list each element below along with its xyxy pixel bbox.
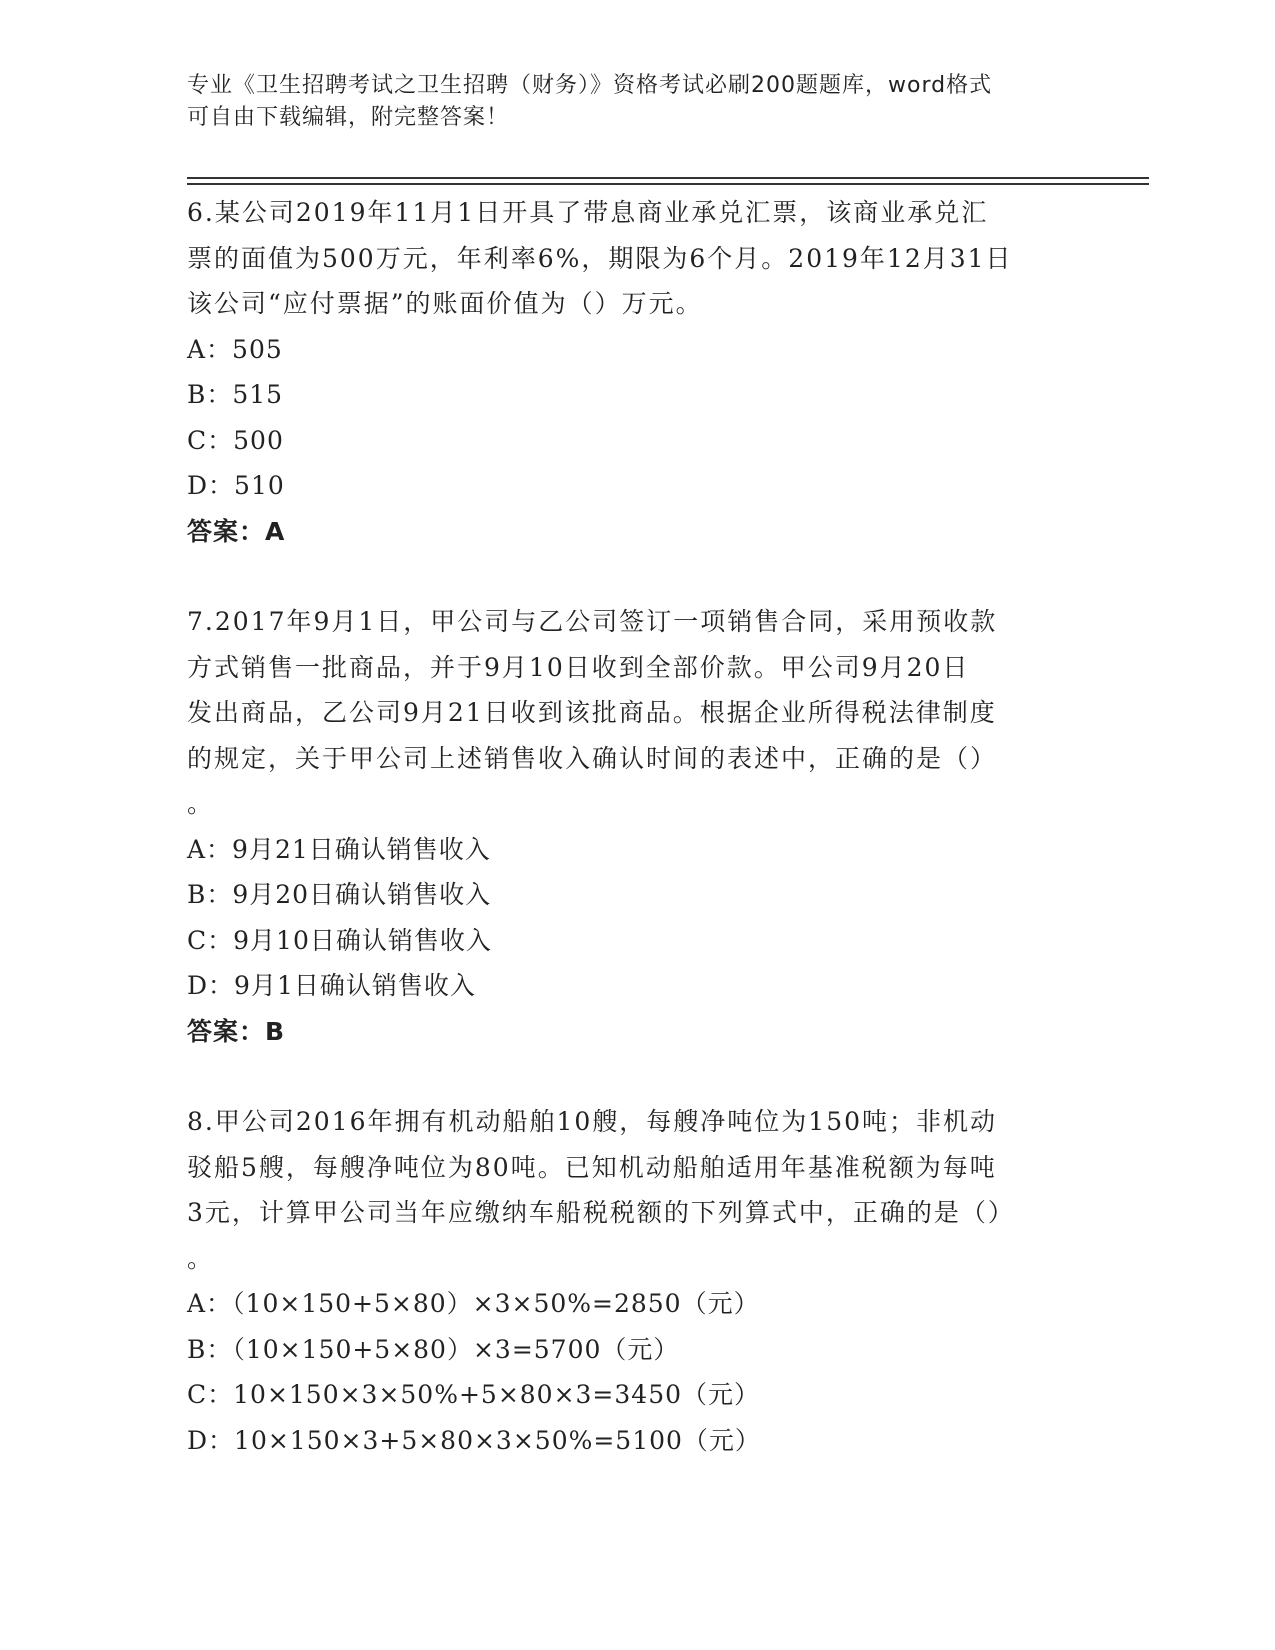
option-b: B：（10×150+5×80）×3=5700（元） (187, 1334, 680, 1364)
option-d: D：10×150×3+5×80×3×50%=5100（元） (187, 1425, 761, 1455)
header-line-2: 可自由下载编辑，附完整答案！ (187, 105, 510, 130)
question-text-line: 。 (187, 789, 215, 818)
option-a: A：9月21日确认销售收入 (187, 834, 491, 864)
header-divider-top (187, 177, 1149, 179)
answer-label: 答案：A (187, 516, 286, 546)
option-b: B：9月20日确认销售收入 (187, 880, 492, 909)
option-b: B：515 (187, 380, 284, 409)
question-6 (187, 190, 1067, 554)
header-divider-bottom (187, 183, 1149, 185)
answer-label: 答案：B (187, 1016, 286, 1046)
question-text-line: 该公司“应付票据”的账面价值为（）万元。 (187, 289, 703, 318)
question-text-line: 7.2017年9月1日，甲公司与乙公司签订一项销售合同，采用预收款 (187, 607, 998, 636)
option-a: A：505 (187, 334, 283, 364)
question-text-line: 3元，计算甲公司当年应缴纳车船税税额的下列算式中，正确的是（） (187, 1198, 1015, 1227)
question-text-line: 6.某公司2019年11月1日开具了带息商业承兑汇票，该商业承兑汇 (187, 198, 989, 227)
question-8 (187, 1099, 1067, 1463)
option-d: D：510 (187, 471, 285, 500)
question-7 (187, 599, 1067, 1054)
option-c: C：500 (187, 425, 284, 455)
question-text-line: 票的面值为500万元，年利率6%，期限为6个月。2019年12月31日 (187, 243, 1013, 273)
option-c: C：9月10日确认销售收入 (187, 925, 492, 955)
option-d: D：9月1日确认销售收入 (187, 971, 476, 1000)
question-text-line: 方式销售一批商品，并于9月10日收到全部价款。甲公司9月20日 (187, 652, 970, 682)
question-text-line: 8.甲公司2016年拥有机动船舶10艘，每艘净吨位为150吨；非机动 (187, 1107, 998, 1136)
question-text-line: 的规定，关于甲公司上述销售收入确认时间的表述中，正确的是（） (187, 743, 998, 773)
question-text-line: 发出商品，乙公司9月21日收到该批商品。根据企业所得税法律制度 (187, 698, 997, 727)
document-header (187, 70, 1067, 134)
question-spacer (187, 1054, 1067, 1099)
question-text-line: 驳船5艘，每艘净吨位为80吨。已知机动船舶适用年基准税额为每吨 (187, 1152, 997, 1182)
option-c: C：10×150×3×50%+5×80×3=3450（元） (187, 1380, 761, 1409)
question-spacer (187, 554, 1067, 599)
question-text-line: 。 (187, 1243, 215, 1273)
header-line-1: 专业《卫生招聘考试之卫生招聘（财务）》资格考试必刷200题题库，word格式 (187, 73, 993, 98)
question-list (187, 190, 1067, 1463)
option-a: A：（10×150+5×80）×3×50%=2850（元） (187, 1289, 760, 1318)
